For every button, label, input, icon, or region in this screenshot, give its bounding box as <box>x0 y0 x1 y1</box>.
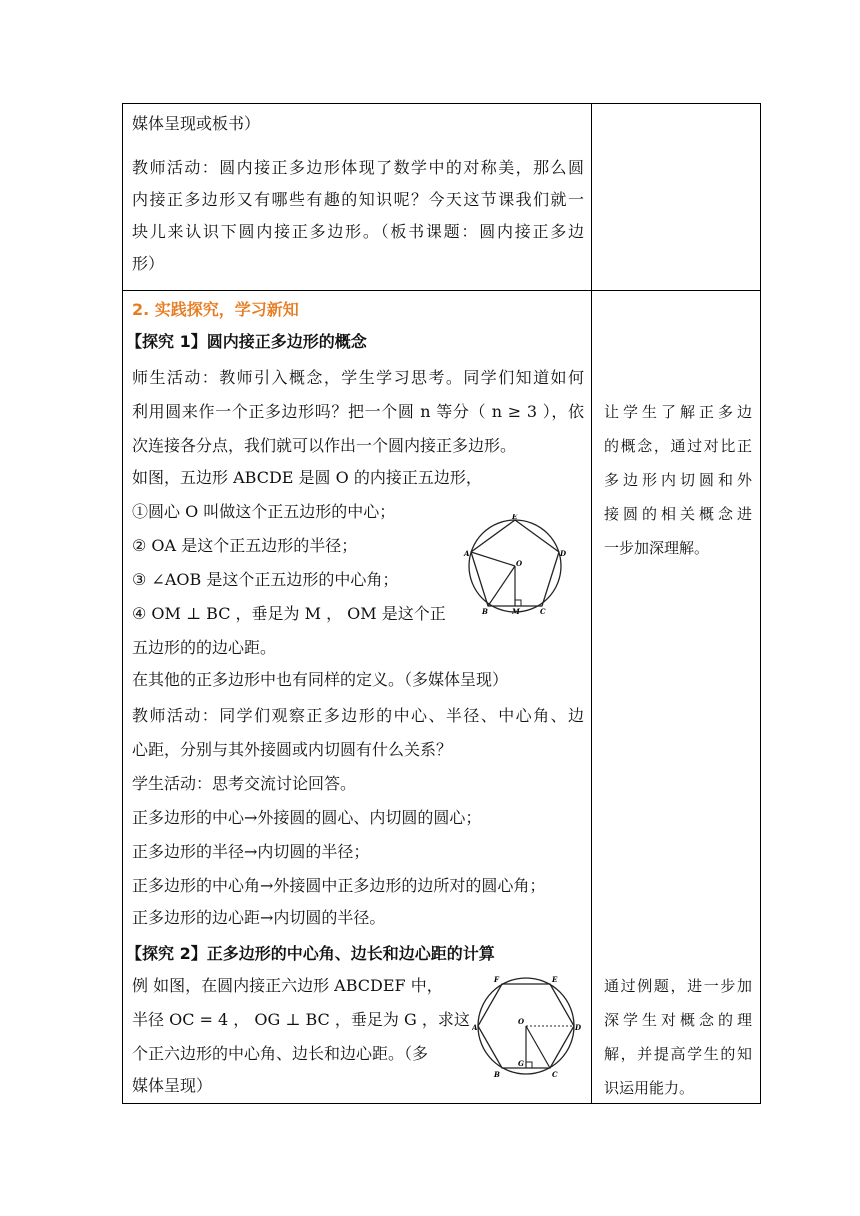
label-D: D <box>575 1023 582 1032</box>
label-A: A <box>472 1023 478 1032</box>
row2-line-15: 正多边形的中心角→外接圆中正多边形的边所对的圆心角； <box>132 876 546 895</box>
label-E: E <box>552 975 558 984</box>
label-E: E <box>512 514 518 521</box>
label-D: D <box>560 549 567 558</box>
note2-line-0: 通过例题，进一步加 <box>604 977 752 995</box>
label-F: F <box>494 975 499 984</box>
example-line-3: 媒体呈现） <box>132 1076 213 1095</box>
note1-line-0: 让学生了解正多边 <box>604 403 752 421</box>
example-line-0: 例 如图，在圆内接正六边形 ABCDEF 中， <box>132 976 443 995</box>
note1-line-4: 一步加深理解。 <box>604 539 710 557</box>
label-B: B <box>482 607 488 616</box>
row2-line-0: 师生活动：教师引入概念，学生学习思考。同学们知道如何 <box>132 368 584 387</box>
label-G: G <box>518 1059 524 1068</box>
row2-line-4: ①圆心 O 叫做这个正五边形的中心； <box>132 502 396 521</box>
note1-line-1: 的概念，通过对比正 <box>604 437 752 455</box>
hexagon-figure <box>472 970 584 1082</box>
label-B: B <box>494 1070 500 1079</box>
note2-line-1: 深学生对概念的理 <box>604 1011 752 1029</box>
row2-line-8: 五边形的的边心距。 <box>132 638 277 657</box>
row1-line-4: 形） <box>132 254 165 273</box>
row2-line-10: 教师活动：同学们观察正多边形的中心、半径、中心角、边 <box>132 706 584 725</box>
row2-line-7: ④ OM ⊥ BC ，垂足为 M ， OM 是这个正 <box>132 604 446 623</box>
example-line-1: 半径 OC = 4 ， OG ⊥ BC ，垂足为 G ，求这 <box>132 1010 470 1029</box>
row2-line-1: 利用圆来作一个正多边形吗？把一个圆 n 等分（ n ≥ 3 ），依 <box>132 402 584 421</box>
row1-line-3: 块儿来认识下圆内接正多边形。（板书课题：圆内接正多边 <box>132 222 584 241</box>
label-O: O <box>516 559 523 568</box>
row2-line-12: 学生活动：思考交流讨论回答。 <box>132 774 357 793</box>
example-line-2: 个正六边形的中心角、边长和边心距。（多 <box>132 1044 429 1063</box>
label-A: A <box>464 549 470 558</box>
row2-line-9: 在其他的正多边形中也有同样的定义。（多媒体呈现） <box>132 670 509 689</box>
row2-line-5: ② OA 是这个正五边形的半径； <box>132 536 358 555</box>
note2-line-3: 识运用能力。 <box>604 1079 695 1097</box>
row1-line-1: 教师活动：圆内接正多边形体现了数学中的对称美，那么圆 <box>132 158 584 177</box>
note1-line-3: 接圆的相关概念进 <box>604 505 752 523</box>
row2-line-14: 正多边形的半径→内切圆的半径； <box>132 842 370 861</box>
column-divider <box>591 103 592 1104</box>
row2-line-3: 如图，五边形 ABCDE 是圆 O 的内接正五边形， <box>132 468 482 487</box>
row1-line-0: 媒体呈现或板书） <box>132 114 261 133</box>
label-O: O <box>518 1017 525 1026</box>
row2-line-2: 次连接各分点，我们就可以作出一个圆内接正多边形。 <box>132 436 517 455</box>
row-divider <box>122 290 761 291</box>
label-C: C <box>552 1070 558 1079</box>
row2-line-6: ③ ∠AOB 是这个正五边形的中心角； <box>132 570 399 589</box>
note2-line-2: 解，并提高学生的知 <box>604 1045 752 1063</box>
explore1-title: 【探究 1】圆内接正多边形的概念 <box>126 332 367 351</box>
explore2-title: 【探究 2】正多边形的中心角、边长和边心距的计算 <box>126 944 495 963</box>
label-C: C <box>540 607 546 616</box>
row2-line-16: 正多边形的边心距→内切圆的半径。 <box>132 908 386 927</box>
section-title: 2. 实践探究，学习新知 <box>132 300 299 319</box>
pentagon-figure <box>462 514 572 620</box>
row2-line-13: 正多边形的中心→外接圆的圆心、内切圆的圆心； <box>132 808 482 827</box>
label-M: M <box>512 607 520 616</box>
row2-line-11: 心距，分别与其外接圆或内切圆有什么关系？ <box>132 740 453 759</box>
row1-line-2: 内接正多边形又有哪些有趣的知识呢？今天这节课我们就一 <box>132 190 584 209</box>
note1-line-2: 多边形内切圆和外 <box>604 471 752 489</box>
